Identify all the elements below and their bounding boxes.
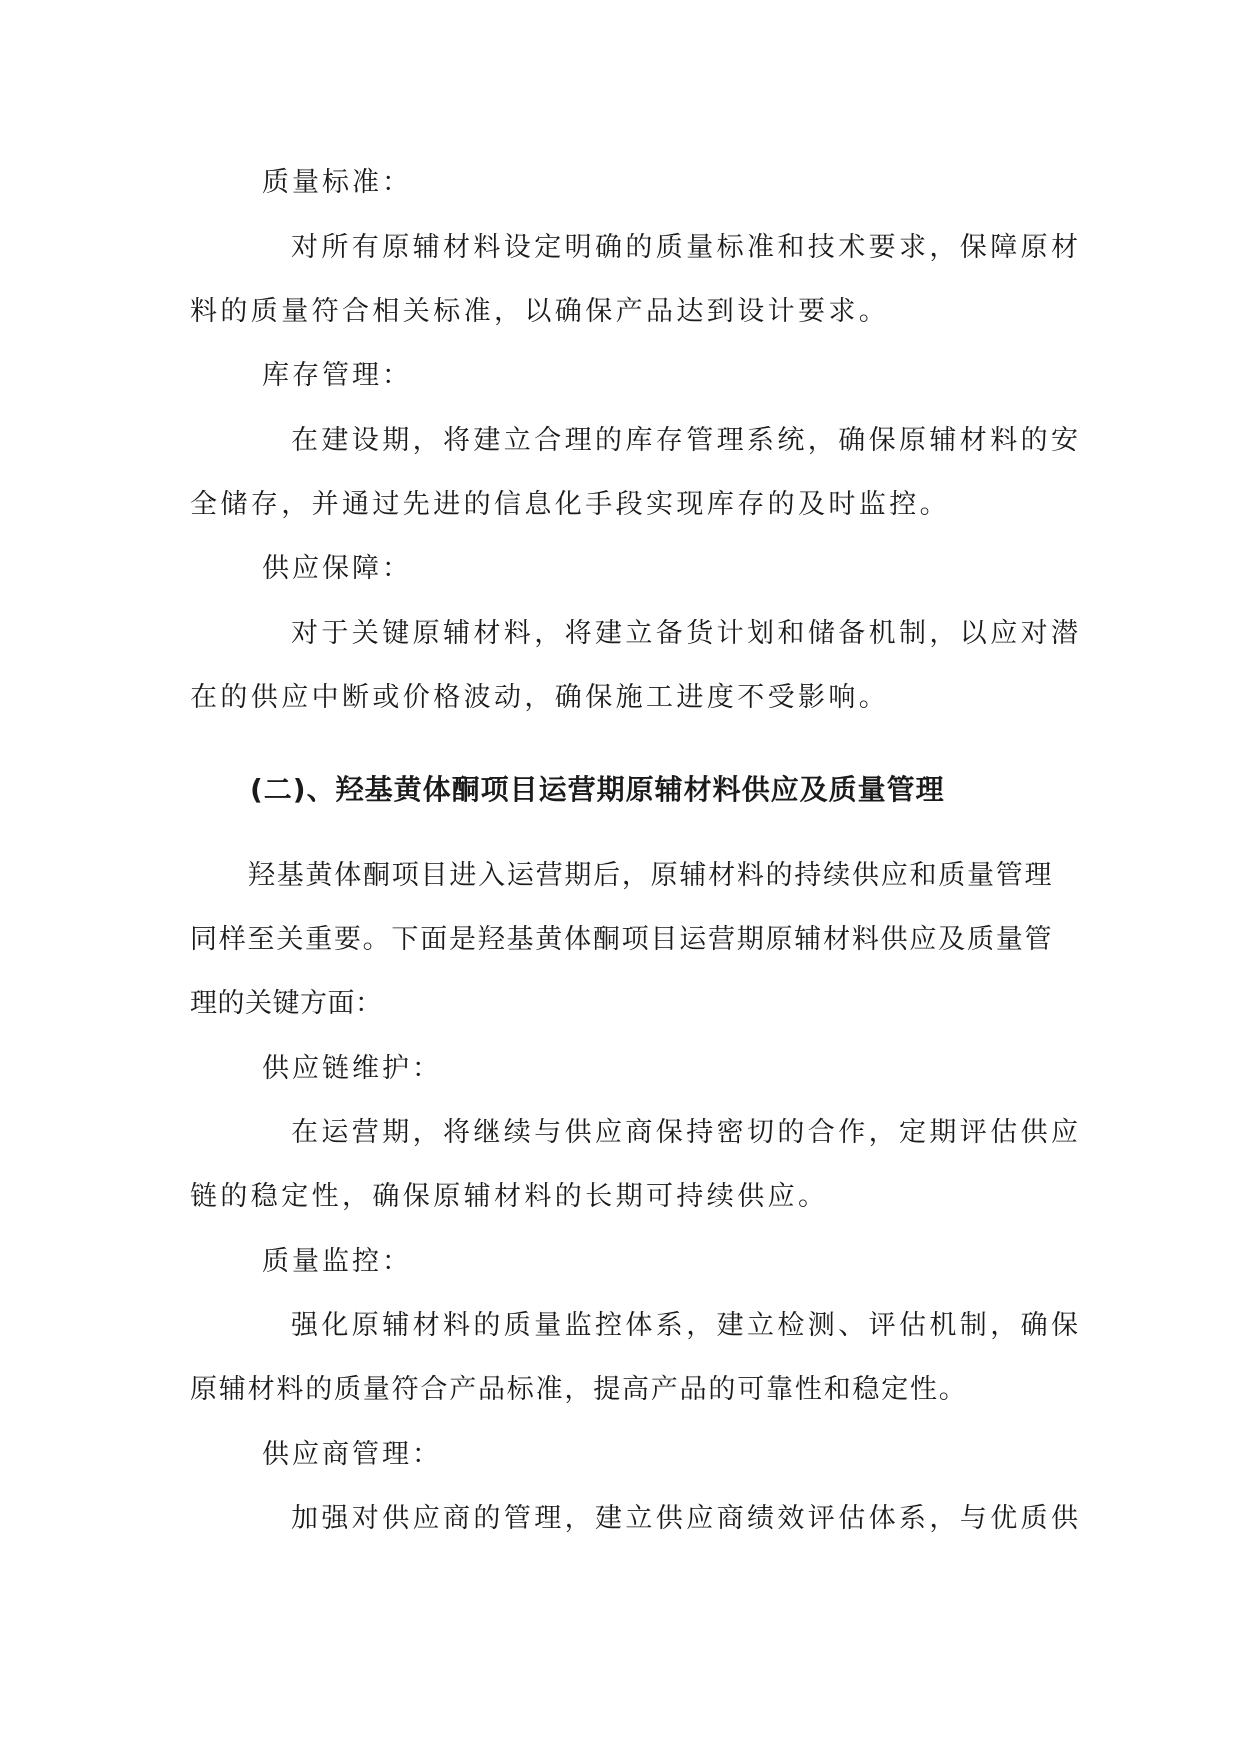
supply-chain-maintenance-paragraph-line: 在运营期，将继续与供应商保持密切的合作，定期评估供应 (291, 1117, 1082, 1148)
vendor-management-paragraph-line: 加强对供应商的管理，建立供应商绩效评估体系，与优质供 (291, 1503, 1082, 1534)
quality-monitoring-label: 质量监控： (262, 1246, 412, 1277)
quality-monitoring-paragraph-line: 强化原辅材料的质量监控体系，建立检测、评估机制，确保 (291, 1310, 1082, 1341)
quality-monitoring-paragraph-line: 原辅材料的质量符合产品标准，提高产品的可靠性和稳定性。 (190, 1374, 968, 1405)
supply-guarantee-paragraph-line: 在的供应中断或价格波动，确保施工进度不受影响。 (190, 682, 890, 713)
vendor-management-label: 供应商管理： (262, 1439, 442, 1470)
intro-paragraph-line: 羟基黄体酮项目进入运营期后，原辅材料的持续供应和质量管理 (248, 860, 1052, 891)
supply-chain-maintenance-label: 供应链维护： (262, 1053, 442, 1084)
quality-standard-label: 质量标准： (262, 167, 412, 198)
supply-guarantee-paragraph-line: 对于关键原辅材料，将建立备货计划和储备机制，以应对潜 (291, 618, 1082, 649)
quality-standard-paragraph-line: 对所有原辅材料设定明确的质量标准和技术要求，保障原材 (291, 232, 1082, 263)
quality-standard-paragraph-line: 料的质量符合相关标准，以确保产品达到设计要求。 (190, 296, 890, 327)
inventory-management-label: 库存管理： (262, 360, 412, 391)
intro-paragraph-line: 同样至关重要。下面是羟基黄体酮项目运营期原辅材料供应及质量管 (190, 924, 1052, 955)
inventory-management-paragraph-line: 在建设期，将建立合理的库存管理系统，确保原辅材料的安 (291, 425, 1082, 456)
inventory-management-paragraph-line: 全储存，并通过先进的信息化手段实现库存的及时监控。 (190, 489, 950, 520)
supply-guarantee-label: 供应保障： (262, 553, 412, 584)
supply-chain-maintenance-paragraph-line: 链的稳定性，确保原辅材料的长期可持续供应。 (190, 1181, 829, 1212)
section-heading: (二)、羟基黄体酮项目运营期原辅材料供应及质量管理 (250, 773, 945, 806)
intro-paragraph-line: 理的关键方面： (190, 988, 383, 1019)
